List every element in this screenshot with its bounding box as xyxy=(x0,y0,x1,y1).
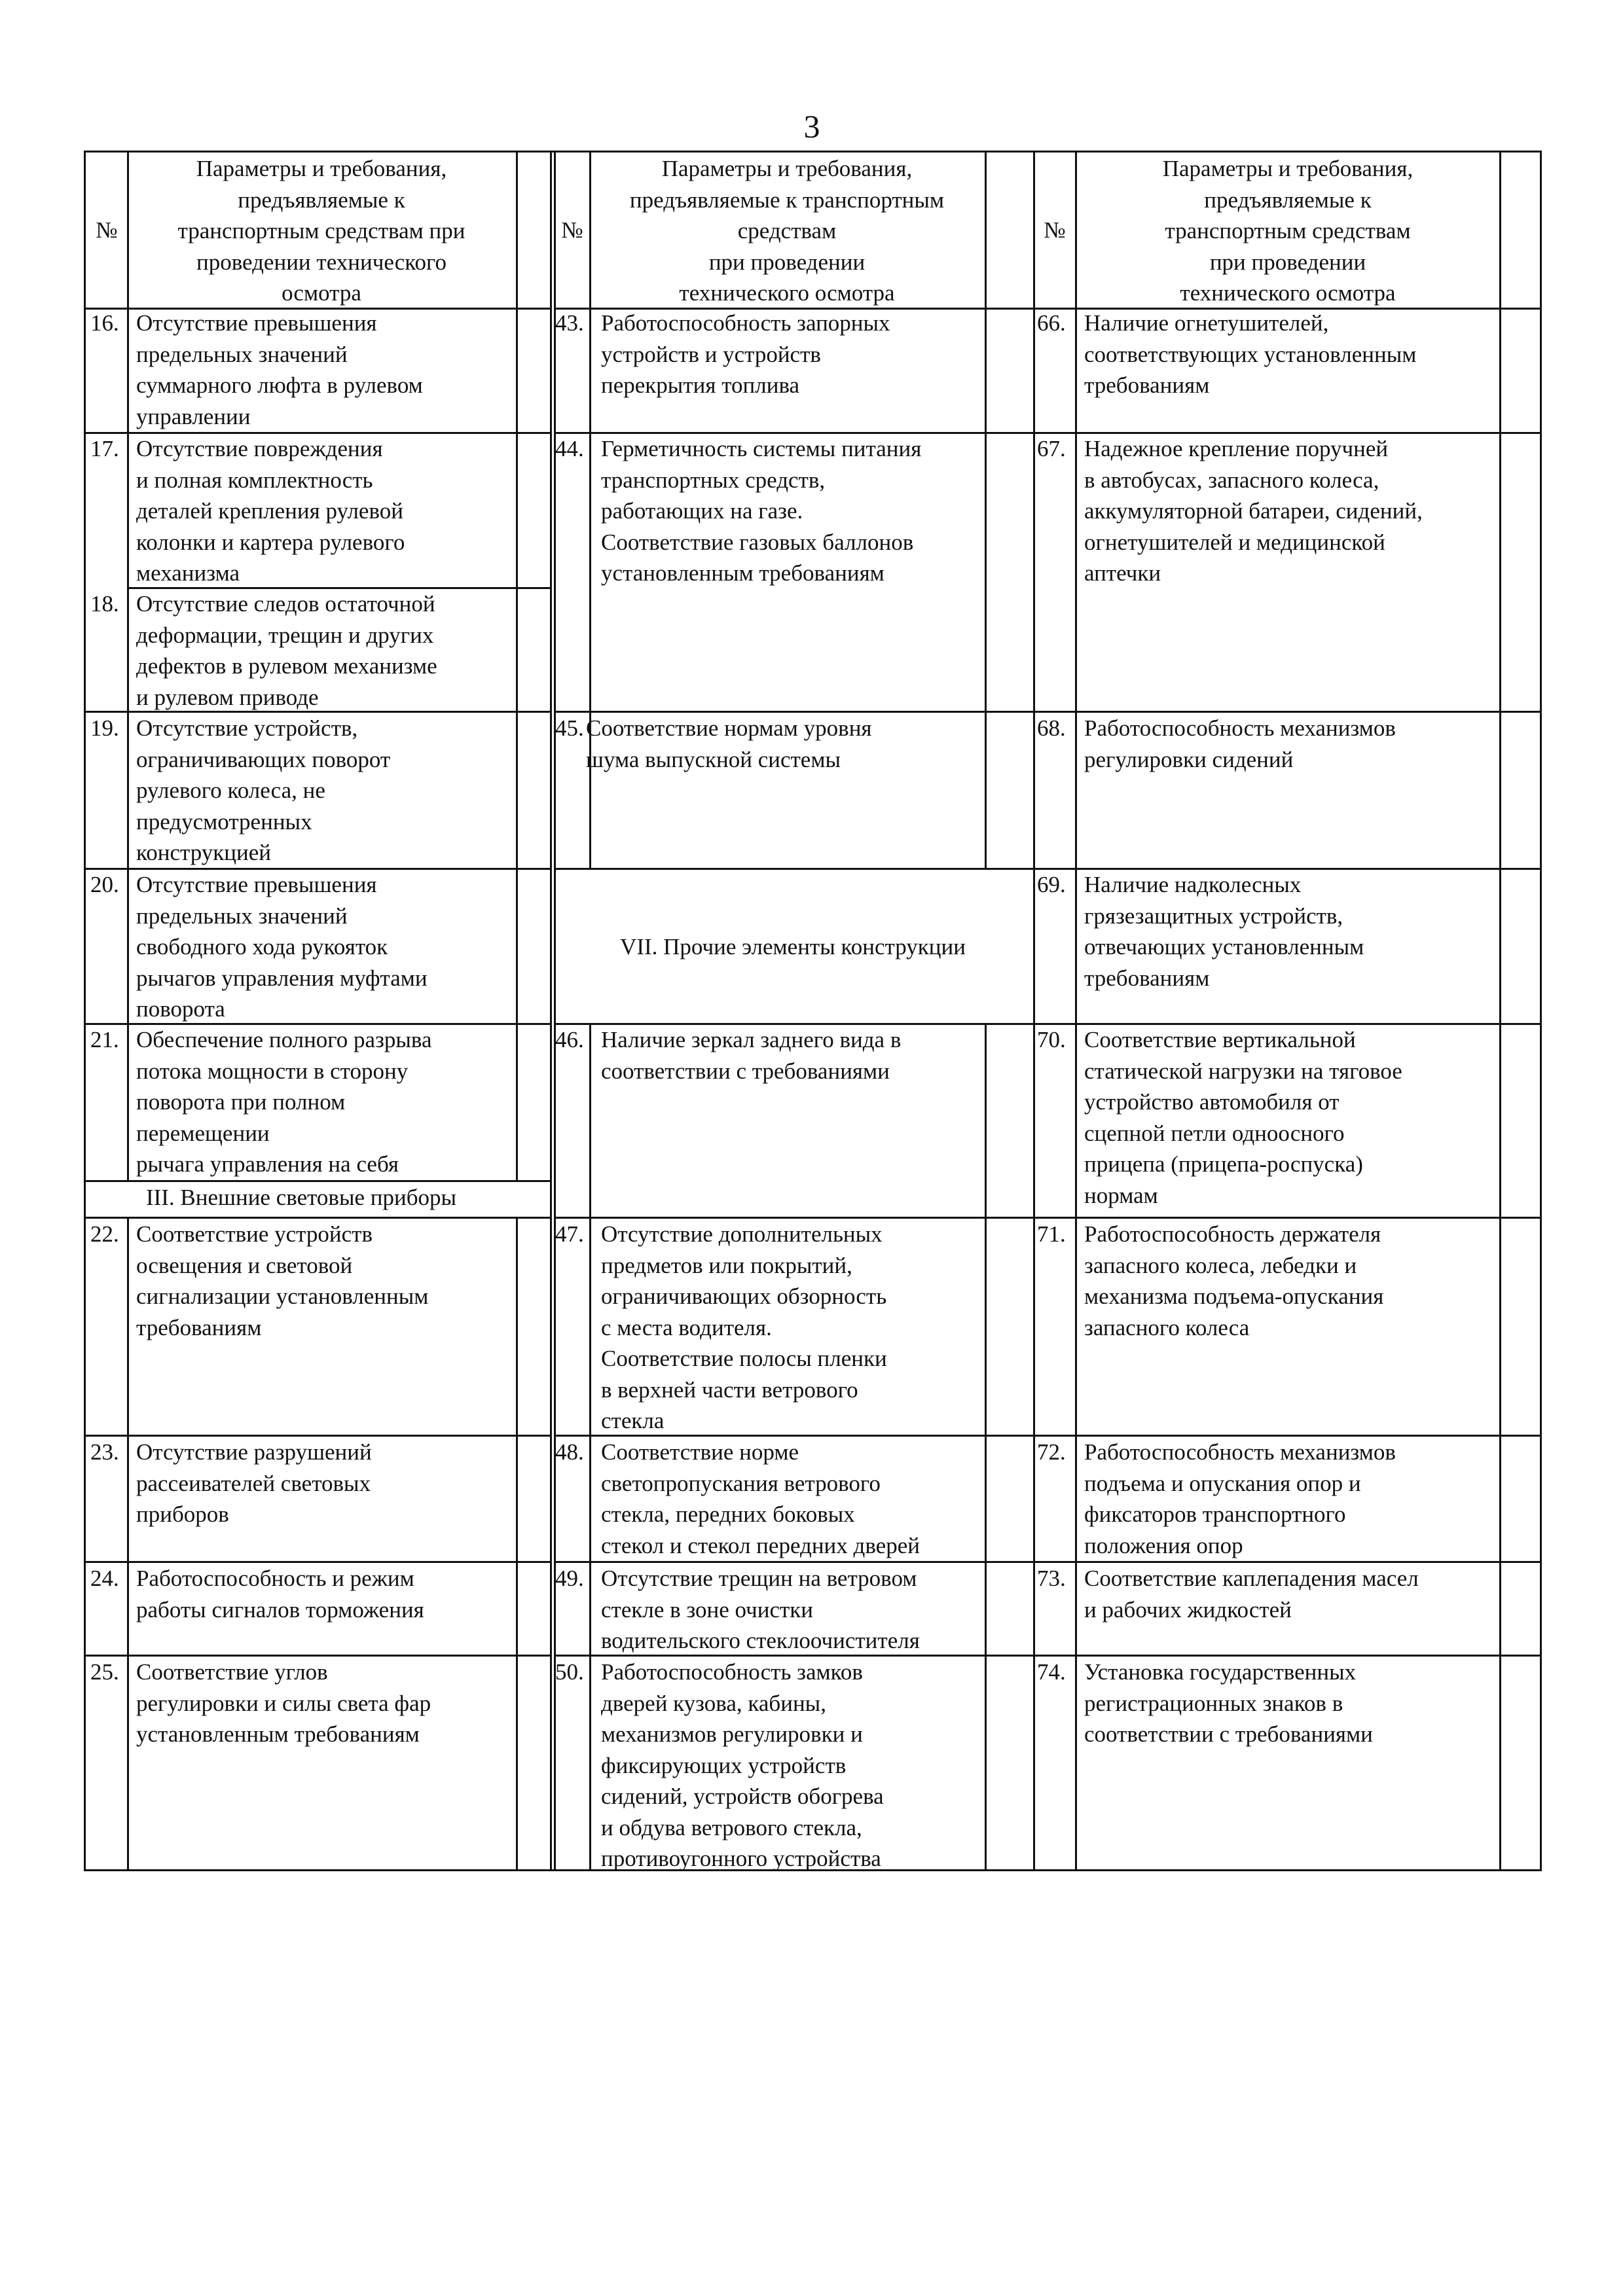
header-params-1-line: осмотра xyxy=(282,280,361,306)
grid-vline xyxy=(516,151,518,1180)
row-73-text xyxy=(1079,1563,1499,1625)
row-46-text-line: соответствии с требованиями xyxy=(601,1058,890,1084)
row-44-text-line: Соответствие газовых баллонов xyxy=(601,529,914,555)
row-47-text-line: в верхней части ветрового xyxy=(601,1376,858,1403)
header-num-3: № xyxy=(1044,217,1066,243)
row-47-number: 47. xyxy=(555,1221,584,1247)
row-68-number: 68. xyxy=(1037,715,1066,741)
row-71-text-line: механизма подъема-опускания xyxy=(1084,1283,1384,1309)
row-24-text xyxy=(131,1563,516,1625)
row-69-text-line: отвечающих установленным xyxy=(1084,934,1364,960)
row-22-text-line: сигнализации установленным xyxy=(136,1283,429,1309)
row-74-number: 74. xyxy=(1037,1659,1066,1685)
section-3-heading: III. Внешние световые приборы xyxy=(145,1185,457,1210)
row-71-text-line: запасного колеса, лебедки и xyxy=(1084,1252,1357,1278)
row-72-text-line: Работоспособность механизмов xyxy=(1084,1439,1396,1465)
row-70-text xyxy=(1079,1024,1499,1211)
header-params-1-line: транспортным средствам при xyxy=(177,218,465,243)
row-18-text-line: и рулевом приводе xyxy=(136,684,319,710)
row-74-text-line: соответствии с требованиями xyxy=(1084,1721,1373,1747)
grid-vline xyxy=(84,151,86,1871)
row-70-text-line: сцепной петли одноосного xyxy=(1084,1120,1345,1146)
row-43-text-line: устройств и устройств xyxy=(601,341,821,367)
row-69-text-line: грязезащитных устройств, xyxy=(1084,903,1343,929)
row-70-number: 70. xyxy=(1037,1027,1066,1052)
row-67-text-line: огнетушителей и медицинской xyxy=(1084,529,1385,555)
row-21-number: 21. xyxy=(90,1027,119,1052)
row-18-text-line: Отсутствие следов остаточной xyxy=(136,591,435,617)
row-47-text-line: ограничивающих обзорность xyxy=(601,1283,887,1309)
row-72-text-line: фиксаторов транспортного xyxy=(1084,1501,1346,1527)
row-19-text-line: предусмотренных xyxy=(136,808,312,834)
row-67-text-line: Надежное крепление поручней xyxy=(1084,436,1389,461)
row-20-text-line: поворота xyxy=(136,996,225,1022)
row-19-text xyxy=(131,713,516,869)
row-44-text-line: транспортных средств, xyxy=(601,467,826,493)
row-20-number: 20. xyxy=(90,872,119,897)
row-16-text xyxy=(131,308,516,432)
row-24-text-line: работы сигналов торможения xyxy=(136,1596,424,1623)
row-20-text-line: свободного хода рукояток xyxy=(136,934,388,960)
row-17-text-line: колонки и картера рулевого xyxy=(136,529,405,555)
header-params-2-line: при проведении xyxy=(708,249,866,275)
row-43-number: 43. xyxy=(555,310,584,336)
row-22-number: 22. xyxy=(90,1221,119,1247)
row-16-text-line: Отсутствие превышения xyxy=(136,310,377,336)
row-74-text-line: регистрационных знаков в xyxy=(1084,1690,1343,1716)
row-19-number: 19. xyxy=(90,715,119,741)
row-25-text xyxy=(131,1657,516,1750)
row-73-number: 73. xyxy=(1037,1566,1066,1591)
row-50-text-line: и обдува ветрового стекла, xyxy=(601,1814,862,1840)
row-67-text-line: аккумуляторной батареи, сидений, xyxy=(1084,498,1423,524)
row-71-text xyxy=(1079,1219,1499,1343)
row-43-text-line: перекрытия топлива xyxy=(601,372,800,398)
row-69-number: 69. xyxy=(1037,872,1066,897)
row-18-text-line: деформации, трещин и других xyxy=(136,622,434,648)
grid-hline xyxy=(84,151,1542,152)
row-23-text-line: рассеивателей световых xyxy=(136,1470,371,1496)
row-43-text xyxy=(596,308,985,401)
row-49-text xyxy=(596,1563,985,1657)
row-16-text-line: суммарного люфта в рулевом xyxy=(136,372,423,398)
header-params-3 xyxy=(1076,153,1499,309)
row-47-text-line: предметов или покрытий, xyxy=(601,1252,852,1278)
row-46-text xyxy=(596,1024,985,1086)
grid-vline xyxy=(516,1219,518,1871)
header-num-1: № xyxy=(96,217,118,243)
header-params-2-line: средствам xyxy=(737,218,837,243)
row-22-text xyxy=(131,1219,516,1343)
row-44-text-line: работающих на газе. xyxy=(601,498,803,524)
row-70-text-line: устройство автомобиля от xyxy=(1084,1089,1340,1115)
row-45-number: 45. xyxy=(555,715,584,741)
row-44-text-line: установленным требованиям xyxy=(601,560,884,586)
header-params-3-line: Параметры и требования, xyxy=(1162,156,1413,181)
grid-vline xyxy=(1499,151,1501,1871)
row-17-text-line: механизма xyxy=(136,560,240,586)
header-params-1-line: Параметры и требования, xyxy=(196,156,447,181)
row-70-text-line: статической нагрузки на тяговое xyxy=(1084,1058,1402,1084)
row-20-text-line: Отсутствие превышения xyxy=(136,872,377,897)
page-number: 3 xyxy=(803,108,820,145)
row-22-text-line: Соответствие устройств xyxy=(136,1221,373,1247)
row-23-text-line: приборов xyxy=(136,1501,229,1527)
row-23-text xyxy=(131,1437,516,1530)
row-44-text xyxy=(596,433,985,589)
row-47-text-line: с места водителя. xyxy=(601,1314,772,1340)
row-46-text-line: Наличие зеркал заднего вида в xyxy=(601,1027,902,1052)
row-47-text-line: стекла xyxy=(601,1408,665,1433)
row-68-text-line: регулировки сидений xyxy=(1084,746,1294,772)
row-48-text-line: стекла, передних боковых xyxy=(601,1501,855,1527)
header-params-1-line: предъявляемые к xyxy=(238,187,405,213)
row-18-number: 18. xyxy=(90,591,119,617)
row-25-text-line: регулировки и силы света фар xyxy=(136,1690,431,1716)
row-18-text xyxy=(131,588,516,713)
row-70-text-line: прицепа (прицепа-роспуска) xyxy=(1084,1151,1363,1177)
row-47-text xyxy=(596,1219,985,1437)
row-50-number: 50. xyxy=(555,1659,584,1685)
row-21-text xyxy=(131,1024,516,1180)
row-69-text xyxy=(1079,869,1499,994)
row-16-text-line: предельных значений xyxy=(136,341,348,367)
row-47-text-line: Отсутствие дополнительных xyxy=(601,1221,883,1247)
row-20-text-line: предельных значений xyxy=(136,903,348,929)
row-70-text-line: Соответствие вертикальной xyxy=(1084,1027,1356,1052)
row-19-text-line: рулевого колеса, не xyxy=(136,778,325,803)
row-70-text-line: нормам xyxy=(1084,1182,1158,1208)
header-params-3-line: при проведении xyxy=(1209,249,1366,275)
row-69-text-line: Наличие надколесных xyxy=(1084,872,1302,897)
row-67-text-line: аптечки xyxy=(1084,560,1161,586)
header-params-3-line: предъявляемые к xyxy=(1204,187,1372,213)
row-18-text-line: дефектов в рулевом механизме xyxy=(136,653,437,679)
row-20-text xyxy=(131,869,516,1025)
row-25-number: 25. xyxy=(90,1659,119,1685)
row-50-text-line: дверей кузова, кабины, xyxy=(601,1690,826,1716)
grid-vline xyxy=(84,1180,86,1219)
row-68-text xyxy=(1079,713,1499,775)
row-69-text-line: требованиям xyxy=(1084,965,1210,991)
grid-vline xyxy=(127,1217,129,1871)
header-params-3-line: транспортным средствам xyxy=(1165,218,1411,243)
row-66-text-line: требованиям xyxy=(1084,372,1210,398)
row-72-text-line: положения опор xyxy=(1084,1532,1243,1558)
row-50-text-line: фиксирующих устройств xyxy=(601,1752,847,1778)
row-47-text-line: Соответствие полосы пленки xyxy=(601,1346,887,1371)
row-48-text xyxy=(596,1437,985,1561)
header-params-2-line: Параметры и требования, xyxy=(661,156,913,181)
header-num-2: № xyxy=(561,217,583,243)
header-params-1-line: проведении технического xyxy=(196,249,447,275)
row-17-text xyxy=(131,433,516,589)
row-50-text-line: противоугонного устройства xyxy=(601,1846,881,1871)
row-66-text-line: соответствующих установленным xyxy=(1084,341,1417,367)
row-24-text-line: Работоспособность и режим xyxy=(136,1566,414,1591)
row-16-number: 16. xyxy=(90,310,119,336)
row-48-text-line: стекол и стекол передних дверей xyxy=(601,1532,920,1558)
header-params-2-line: технического осмотра xyxy=(679,280,895,306)
row-68-text-line: Работоспособность механизмов xyxy=(1084,715,1396,741)
row-44-text-line: Герметичность системы питания xyxy=(601,436,922,461)
row-44-number: 44. xyxy=(555,436,584,461)
row-19-text-line: Отсутствие устройств, xyxy=(136,715,358,741)
row-48-text-line: Соответствие норме xyxy=(601,1439,799,1465)
row-49-text-line: Отсутствие трещин на ветровом xyxy=(601,1566,917,1591)
row-73-text-line: и рабочих жидкостей xyxy=(1084,1596,1292,1623)
row-48-text-line: светопропускания ветрового xyxy=(601,1470,881,1496)
grid-vline xyxy=(1075,151,1077,1871)
header-params-2 xyxy=(591,153,983,309)
grid-vline xyxy=(1540,151,1542,1871)
row-20-text-line: рычагов управления муфтами xyxy=(136,965,428,991)
row-16-text-line: управлении xyxy=(136,403,251,429)
row-49-text-line: стекле в зоне очистки xyxy=(601,1596,814,1623)
row-71-text-line: Работоспособность держателя xyxy=(1084,1221,1381,1247)
row-67-number: 67. xyxy=(1037,436,1066,461)
row-25-text-line: установленным требованиям xyxy=(136,1721,420,1747)
row-67-text-line: в автобусах, запасного колеса, xyxy=(1084,467,1379,493)
row-22-text-line: требованиям xyxy=(136,1314,262,1340)
header-params-2-line: предъявляемые к транспортным xyxy=(629,187,945,213)
row-17-text-line: Отсутствие повреждения xyxy=(136,436,383,461)
row-67-text xyxy=(1079,433,1499,589)
row-72-text xyxy=(1079,1437,1499,1561)
row-23-number: 23. xyxy=(90,1439,119,1465)
row-21-text-line: поворота при полном xyxy=(136,1089,346,1115)
row-72-number: 72. xyxy=(1037,1439,1066,1465)
row-50-text-line: сидений, устройств обогрева xyxy=(601,1784,884,1809)
row-45-text-line: Соответствие нормам уровня xyxy=(586,715,872,741)
row-66-text-line: Наличие огнетушителей, xyxy=(1084,310,1329,336)
row-19-text-line: ограничивающих поворот xyxy=(136,746,391,772)
row-50-text-line: Работоспособность замков xyxy=(601,1659,863,1685)
row-74-text-line: Установка государственных xyxy=(1084,1659,1357,1685)
row-45-text xyxy=(585,713,985,775)
row-73-text-line: Соответствие каплепадения масел xyxy=(1084,1566,1419,1591)
row-21-text-line: перемещении xyxy=(136,1120,270,1146)
header-params-1 xyxy=(128,153,515,309)
row-45-text-line: шума выпускной системы xyxy=(586,746,841,772)
row-23-text-line: Отсутствие разрушений xyxy=(136,1439,372,1465)
row-50-text xyxy=(596,1657,985,1874)
grid-vline xyxy=(985,1023,987,1871)
row-21-text-line: рычага управления на себя xyxy=(136,1151,399,1177)
grid-vline xyxy=(985,151,987,870)
row-19-text-line: конструкцией xyxy=(136,840,271,865)
row-17-text-line: и полная комплектность xyxy=(136,467,373,493)
row-17-number: 17. xyxy=(90,436,119,461)
row-71-text-line: запасного колеса xyxy=(1084,1314,1250,1340)
row-48-number: 48. xyxy=(555,1439,584,1465)
row-66-text xyxy=(1079,308,1499,401)
row-25-text-line: Соответствие углов xyxy=(136,1659,328,1685)
row-71-number: 71. xyxy=(1037,1221,1066,1247)
row-24-number: 24. xyxy=(90,1566,119,1591)
row-43-text-line: Работоспособность запорных xyxy=(601,310,890,336)
row-21-text-line: Обеспечение полного разрыва xyxy=(136,1027,432,1052)
row-21-text-line: потока мощности в сторону xyxy=(136,1058,409,1084)
row-17-text-line: деталей крепления рулевой xyxy=(136,498,403,524)
row-50-text-line: механизмов регулировки и xyxy=(601,1721,863,1747)
row-74-text xyxy=(1079,1657,1499,1750)
row-49-text-line: водительского стеклоочистителя xyxy=(601,1628,920,1653)
row-46-number: 46. xyxy=(555,1027,584,1052)
header-params-3-line: технического осмотра xyxy=(1180,280,1396,306)
section-7-heading: VII. Прочие элементы конструкции xyxy=(620,933,966,960)
row-22-text-line: освещения и световой xyxy=(136,1252,353,1278)
row-72-text-line: подъема и опускания опор и xyxy=(1084,1470,1361,1496)
row-66-number: 66. xyxy=(1037,310,1066,336)
row-49-number: 49. xyxy=(555,1566,584,1591)
